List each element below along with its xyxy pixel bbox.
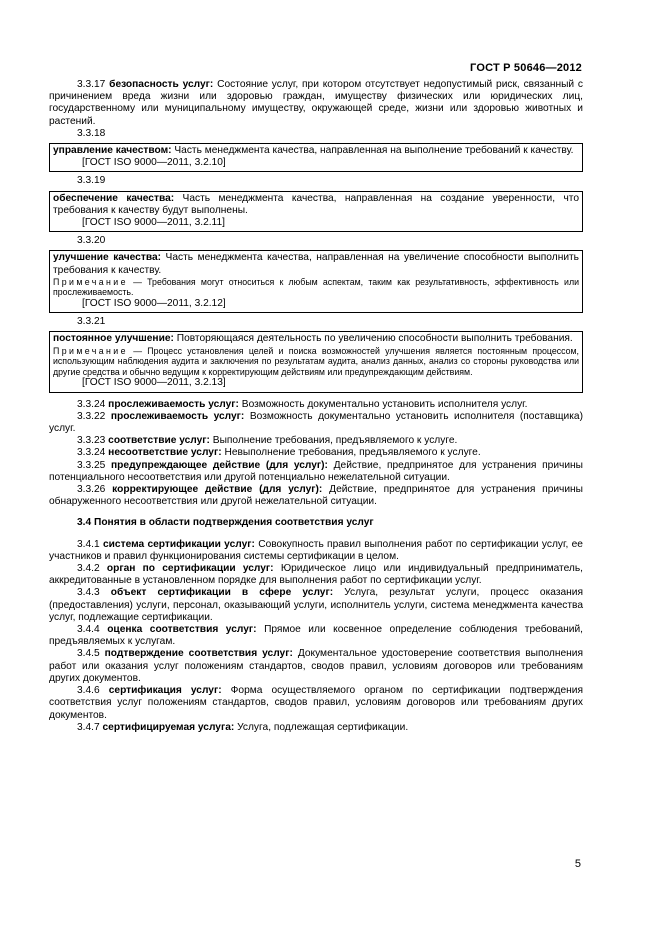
definition-text: Состояние услуг, при котором отсутствует недопустимый риск, связанный с причинением вреда жизни или здоровью граждан, имуществу физических или юридических лиц, государственному или муниципальному имуществу, окружающей среде, жизни или здоровью животных и растений.: [49, 79, 583, 127]
definition-3-3-24b: [49, 447, 583, 459]
definition-3-4-4: [49, 624, 583, 648]
definition-box-3-3-18: [49, 143, 583, 172]
definition-term: управление качеством:: [53, 145, 172, 157]
definition-box-3-3-19: [49, 191, 583, 233]
entry-number-3-3-21: 3.3.21: [77, 316, 106, 328]
entry-number-3-3-20: 3.3.20: [77, 235, 106, 247]
reference: [ГОСТ ISO 9000—2011, 3.2.13]: [82, 377, 226, 389]
definition-number: 3.3.24: [77, 398, 106, 410]
definition-term: система сертификации услуг:: [102, 538, 255, 550]
definition-term: обеспечение качества:: [53, 192, 175, 204]
definition-3-4-2: [49, 563, 583, 587]
definition-term: орган по сертификации услуг:: [106, 563, 274, 575]
note: [53, 346, 579, 378]
note-label: Примечание: [53, 276, 128, 287]
definition-3-3-24a: [49, 399, 583, 411]
definition-term: сертифицируемая услуга:: [102, 721, 235, 733]
definition-text: Часть менеджмента качества, направленная на создание уверенности, что требования к качеству будут выполнены.: [53, 192, 579, 216]
definition-3-4-3: [49, 587, 583, 624]
definition-term: оценка соответствия услуг:: [107, 624, 257, 636]
definition-number: 3.3.23: [77, 435, 106, 447]
definition-3-3-26: [49, 484, 583, 508]
definition-3-3-25: [49, 460, 583, 484]
definition-3-4-7: [49, 722, 583, 734]
definition-text: Часть менеджмента качества, направленная на увеличение способности выполнить требования к качеству.: [53, 252, 579, 276]
definition-text: Документальное удостоверение соответствия выполнения работ или оказания услуг положениям стандартов, сводов правил, условиям договоров или требованиям других документов.: [49, 648, 583, 684]
definition-term: сертификация услуг:: [108, 685, 222, 697]
section-title-3-4: 3.4 Понятия в области подтверждения соответствия услуг: [77, 517, 374, 529]
definition-term: корректирующее действие (для услуг):: [112, 484, 323, 496]
entry-number-3-3-18: 3.3.18: [77, 127, 106, 139]
definition-number: 3.4.4: [77, 624, 100, 636]
definition-number: 3.3.25: [77, 459, 106, 471]
definition-text: Выполнение требования, предъявляемого к услуге.: [212, 435, 458, 447]
note-label: Примечание: [53, 345, 128, 356]
definition-3-3-22: [49, 411, 583, 435]
definition-box-3-3-21: [49, 331, 583, 392]
definition-text: Действие, предпринятое для устранения причины потенциального несоответствия или другой потенциально нежелательной ситуации.: [49, 459, 583, 483]
definition-number: 3.3.22: [77, 410, 106, 422]
definition-number: 3.4.2: [77, 563, 100, 575]
definition-text: Невыполнение требования, предъявляемого к услуге.: [224, 447, 481, 459]
definition-number: 3.4.3: [77, 587, 100, 599]
reference: [ГОСТ ISO 9000—2011, 3.2.10]: [82, 157, 226, 169]
entry-number-3-3-19: 3.3.19: [77, 175, 106, 187]
definition-term: улучшение качества:: [53, 252, 162, 264]
definition-number: 3.4.1: [77, 538, 100, 550]
definition-3-4-5: [49, 648, 583, 685]
definition-3-4-1: [49, 539, 583, 563]
page-header-standard: ГОСТ Р 50646—2012: [470, 62, 582, 74]
definition-text: Услуга, результат услуги, процесс оказания (предоставления) услуги, персонал, оказывающий услуги, исполнитель услуги, система менеджмента качества услуг, подлежащие сертификации.: [49, 587, 583, 623]
definition-box-3-3-20: [49, 250, 583, 313]
reference: [ГОСТ ISO 9000—2011, 3.2.11]: [82, 217, 225, 229]
definition-text: Услуга, подлежащая сертификации.: [237, 721, 409, 733]
definition-term: постоянное улучшение:: [53, 333, 174, 345]
definition-text: Возможность документально установить исполнителя (поставщика) услуг.: [49, 410, 583, 435]
definition-number: 3.3.17: [77, 79, 106, 90]
definition-term: объект сертификации в сфере услуг:: [110, 587, 334, 599]
definition-text: Действие, предпринятое для устранения причины обнаруженного несоответствия или другой нежелательной ситуации.: [49, 484, 583, 508]
page-number: 5: [574, 858, 581, 870]
definition-3-3-23: [49, 435, 583, 447]
definition-text: Повторяющаяся деятельность по увеличению способности выполнить требования.: [176, 333, 573, 345]
definition-text: Юридическое лицо или индивидуальный предприниматель, аккредитованные в установленном порядке для выполнения работ по сертификации услуг.: [49, 563, 583, 587]
definition-3-4-6: [49, 685, 583, 722]
definition-term: предупреждающее действие (для услуг):: [111, 459, 328, 471]
definition-text: Форма осуществляемого органом по сертификации подтверждения соответствия услуг положениям стандартов, сводов правил, условиям договоров или требованиям других документов.: [49, 685, 583, 721]
definition-term: прослеживаемость услуг:: [110, 410, 245, 422]
definition-text: Часть менеджмента качества, направленная на выполнение требований к качеству.: [174, 145, 574, 157]
definition-term: несоответствие услуг:: [108, 447, 222, 459]
definition-number: 3.4.6: [77, 685, 100, 697]
definition-term: подтверждение соответствия услуг:: [104, 648, 293, 660]
note: [53, 277, 579, 298]
definition-text: Возможность документально установить исполнителя услуг.: [241, 398, 528, 410]
note-text: — Процесс установления целей и поиска возможностей улучшения является постоянным процессом, использующим наблюдения аудита и заключения по результатам аудита, анализ данных, анализ со стороны руководства или другие средства и обычно ведущим к корректирующим действиям или предупреждающим действиям.: [53, 345, 579, 377]
definition-term: прослеживаемость услуг:: [108, 398, 239, 410]
reference: [ГОСТ ISO 9000—2011, 3.2.12]: [82, 298, 226, 310]
page-content: [49, 79, 583, 734]
definition-term: безопасность услуг:: [109, 79, 214, 90]
definition-number: 3.3.24: [77, 447, 106, 459]
definition-term: соответствие услуг:: [108, 435, 210, 447]
definition-number: 3.3.26: [77, 484, 106, 496]
definition-number: 3.4.7: [77, 721, 100, 733]
definition-text: Прямое или косвенное определение соблюдения требований, предъявляемых к услугам.: [49, 624, 583, 648]
note-text: — Требования могут относиться к любым аспектам, таким как результативность, эффективность или прослеживаемость.: [53, 276, 579, 298]
definition-3-3-17: [49, 79, 583, 128]
definition-text: Совокупность правил выполнения работ по сертификации услуг, ее участников и правил функционирования системы сертификации в целом.: [49, 538, 583, 562]
definition-number: 3.4.5: [77, 648, 100, 660]
